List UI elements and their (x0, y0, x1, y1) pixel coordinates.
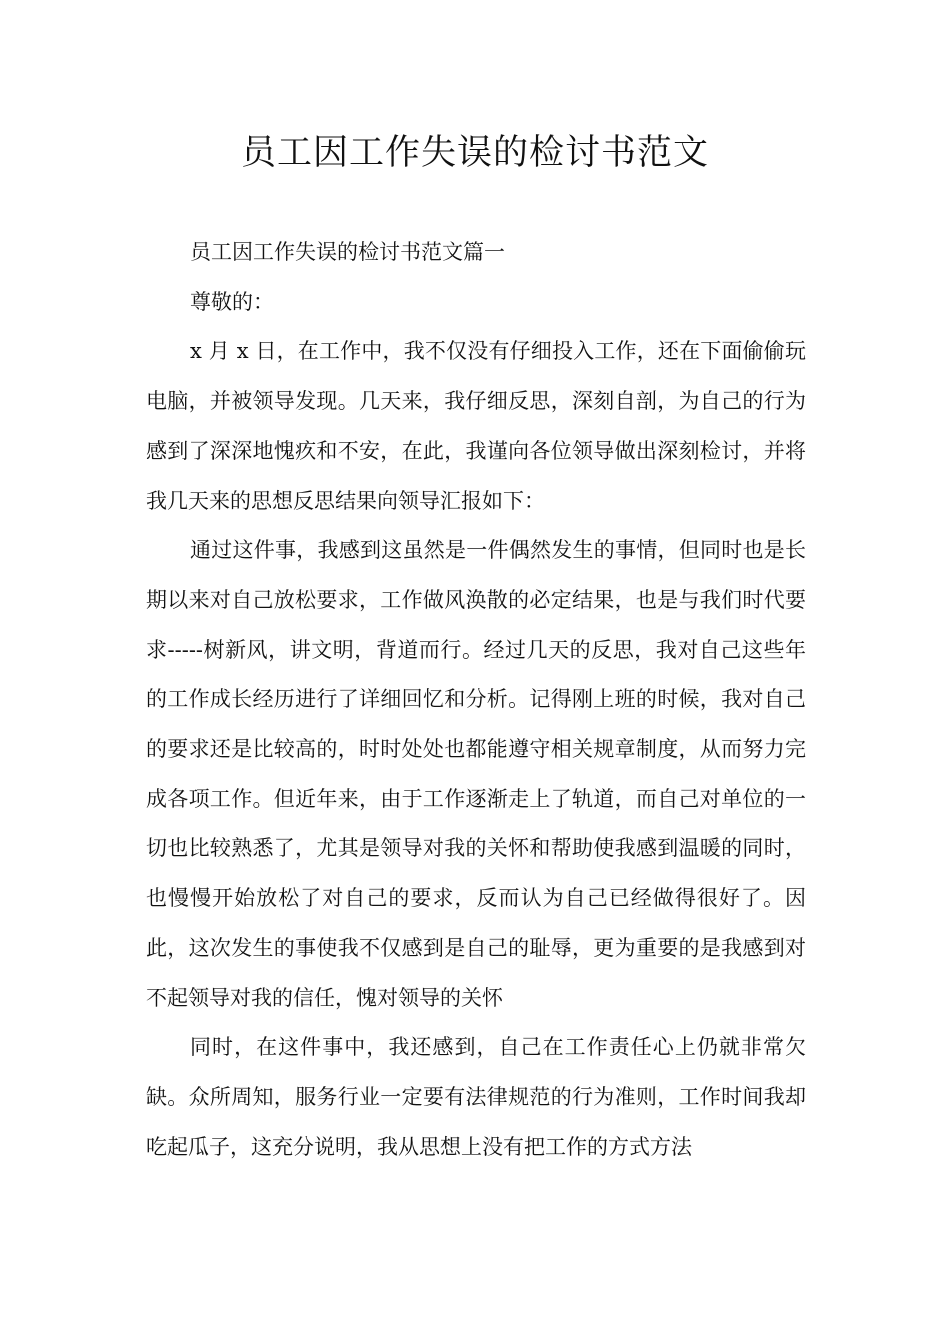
document-body (146, 228, 806, 1172)
document-title: 员工因工作失误的检讨书范文 (240, 133, 709, 173)
salutation: 尊敬的： (190, 289, 274, 314)
section-heading: 员工因工作失误的检讨书范文篇一 (190, 240, 505, 264)
body-paragraph: 通过这件事，我感到这虽然是一件偶然发生的事情，但同时也是长期以来对自己放松要求，工作做风涣散的必定结果，也是与我们时代要求-----树新风，讲文明，背道而行。经过几天的反思，我对自己这些年的工作成长经历进行了详细回忆和分析。记得刚上班的时候，我对自己的要求还是比较高的，时时处处也都能遵守相关规章制度，从而努力完成各项工作。但近年来，由于工作逐渐走上了轨道，而自己对单位的一切也比较熟悉了，尤其是领导对我的关怀和帮助使我感到温暖的同时，也慢慢开始放松了对自己的要求，反而认为自己已经做得很好了。因此，这次发生的事使我不仅感到是自己的耻辱，更为重要的是我感到对不起领导对我的信任，愧对领导的关怀 (146, 538, 806, 1010)
body-paragraph: x 月 x 日，在工作中，我不仅没有仔细投入工作，还在下面偷偷玩电脑，并被领导发现。几天来，我仔细反思，深刻自剖，为自己的行为感到了深深地愧疚和不安，在此，我谨向各位领导做出深刻检讨，并将我几天来的思想反思结果向领导汇报如下： (146, 339, 806, 513)
body-paragraph: 同时，在这件事中，我还感到，自己在工作责任心上仍就非常欠缺。众所周知，服务行业一定要有法律规范的行为准则，工作时间我却吃起瓜子，这充分说明，我从思想上没有把工作的方式方法 (146, 1035, 806, 1159)
